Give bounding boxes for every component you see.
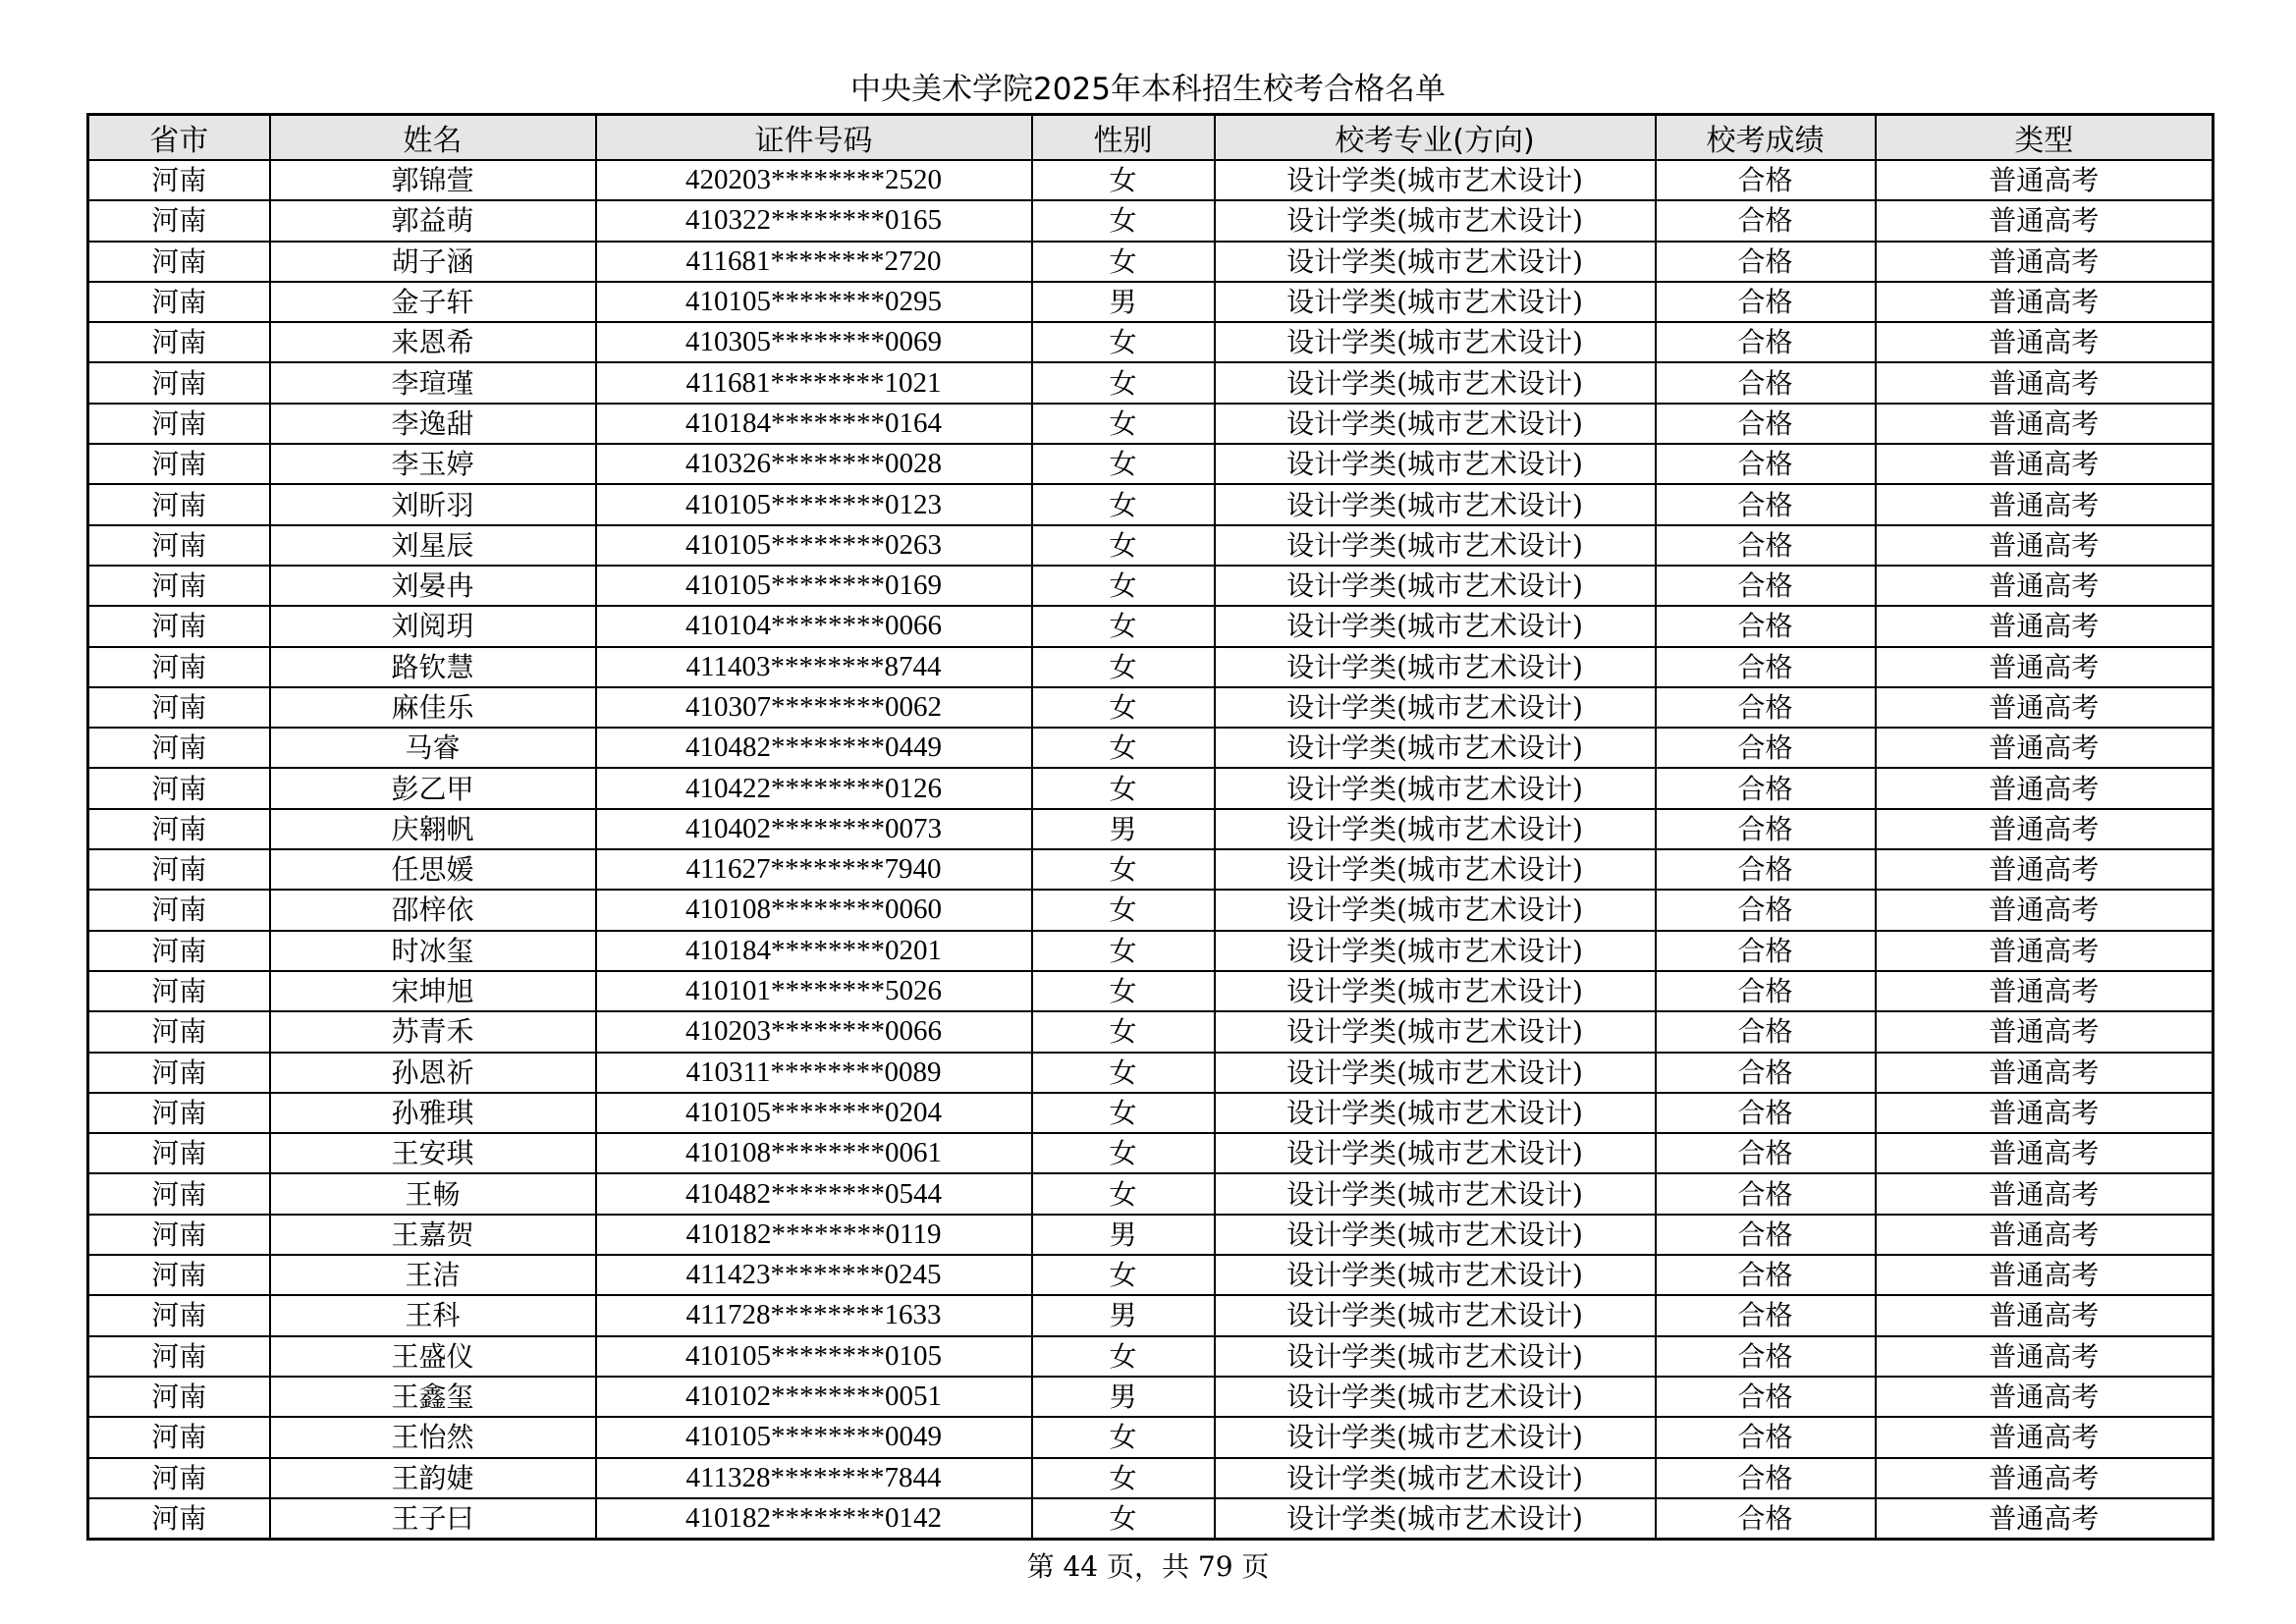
table-header-row — [88, 115, 2214, 161]
cell-result: 合格 — [1656, 890, 1876, 930]
cell-type: 普通高考 — [1876, 1377, 2214, 1417]
cell-type: 普通高考 — [1876, 890, 2214, 930]
cell-result: 合格 — [1656, 971, 1876, 1011]
cell-id-number: 410402********0073 — [596, 809, 1032, 849]
cell-province: 河南 — [88, 1336, 270, 1377]
cell-result: 合格 — [1656, 1377, 1876, 1417]
cell-name: 孙恩祈 — [270, 1053, 596, 1093]
cell-major: 设计学类(城市艺术设计) — [1215, 606, 1656, 646]
cell-major: 设计学类(城市艺术设计) — [1215, 444, 1656, 484]
cell-name: 李逸甜 — [270, 404, 596, 444]
cell-major: 设计学类(城市艺术设计) — [1215, 322, 1656, 362]
table-row — [88, 1336, 2214, 1377]
cell-province: 河南 — [88, 1377, 270, 1417]
cell-major: 设计学类(城市艺术设计) — [1215, 1458, 1656, 1498]
cell-name: 王洁 — [270, 1255, 596, 1295]
cell-type: 普通高考 — [1876, 200, 2214, 241]
cell-gender: 女 — [1032, 1336, 1215, 1377]
cell-gender: 男 — [1032, 809, 1215, 849]
cell-type: 普通高考 — [1876, 1336, 2214, 1377]
cell-name: 刘阅玥 — [270, 606, 596, 646]
cell-type: 普通高考 — [1876, 160, 2214, 200]
cell-province: 河南 — [88, 404, 270, 444]
cell-gender: 女 — [1032, 606, 1215, 646]
table-row — [88, 282, 2214, 322]
table-row — [88, 1498, 2214, 1540]
cell-result: 合格 — [1656, 322, 1876, 362]
header-result: 校考成绩 — [1656, 115, 1876, 161]
table-row — [88, 444, 2214, 484]
cell-type: 普通高考 — [1876, 931, 2214, 971]
cell-result: 合格 — [1656, 809, 1876, 849]
cell-major: 设计学类(城市艺术设计) — [1215, 1215, 1656, 1255]
cell-result: 合格 — [1656, 728, 1876, 768]
cell-major: 设计学类(城市艺术设计) — [1215, 242, 1656, 282]
cell-name: 王怡然 — [270, 1417, 596, 1457]
cell-province: 河南 — [88, 809, 270, 849]
cell-type: 普通高考 — [1876, 1215, 2214, 1255]
cell-type: 普通高考 — [1876, 484, 2214, 524]
cell-result: 合格 — [1656, 525, 1876, 566]
table-row — [88, 606, 2214, 646]
cell-gender: 女 — [1032, 484, 1215, 524]
cell-name: 庆翱帆 — [270, 809, 596, 849]
cell-id-number: 410182********0142 — [596, 1498, 1032, 1540]
cell-province: 河南 — [88, 1011, 270, 1052]
cell-id-number: 410105********0169 — [596, 566, 1032, 606]
table-row — [88, 971, 2214, 1011]
cell-gender: 女 — [1032, 1133, 1215, 1173]
cell-major: 设计学类(城市艺术设计) — [1215, 687, 1656, 728]
cell-major: 设计学类(城市艺术设计) — [1215, 809, 1656, 849]
cell-gender: 女 — [1032, 931, 1215, 971]
cell-major: 设计学类(城市艺术设计) — [1215, 1173, 1656, 1214]
cell-id-number: 410482********0544 — [596, 1173, 1032, 1214]
cell-type: 普通高考 — [1876, 1011, 2214, 1052]
table-row — [88, 728, 2214, 768]
cell-type: 普通高考 — [1876, 322, 2214, 362]
cell-id-number: 411328********7844 — [596, 1458, 1032, 1498]
cell-gender: 男 — [1032, 282, 1215, 322]
cell-result: 合格 — [1656, 1417, 1876, 1457]
cell-name: 任思媛 — [270, 849, 596, 890]
cell-result: 合格 — [1656, 1053, 1876, 1093]
table-row — [88, 200, 2214, 241]
cell-province: 河南 — [88, 484, 270, 524]
cell-name: 金子轩 — [270, 282, 596, 322]
cell-type: 普通高考 — [1876, 1173, 2214, 1214]
cell-gender: 女 — [1032, 728, 1215, 768]
table-row — [88, 890, 2214, 930]
cell-gender: 女 — [1032, 890, 1215, 930]
cell-province: 河南 — [88, 1173, 270, 1214]
cell-id-number: 411627********7940 — [596, 849, 1032, 890]
table-row — [88, 1377, 2214, 1417]
cell-gender: 女 — [1032, 1053, 1215, 1093]
cell-result: 合格 — [1656, 282, 1876, 322]
cell-type: 普通高考 — [1876, 971, 2214, 1011]
cell-type: 普通高考 — [1876, 566, 2214, 606]
cell-gender: 女 — [1032, 200, 1215, 241]
cell-name: 郭锦萱 — [270, 160, 596, 200]
cell-gender: 男 — [1032, 1215, 1215, 1255]
cell-gender: 女 — [1032, 1173, 1215, 1214]
cell-province: 河南 — [88, 849, 270, 890]
cell-type: 普通高考 — [1876, 687, 2214, 728]
cell-type: 普通高考 — [1876, 362, 2214, 403]
cell-gender: 女 — [1032, 1011, 1215, 1052]
cell-result: 合格 — [1656, 1173, 1876, 1214]
table-row — [88, 687, 2214, 728]
table-row — [88, 362, 2214, 403]
cell-gender: 男 — [1032, 1295, 1215, 1335]
cell-major: 设计学类(城市艺术设计) — [1215, 362, 1656, 403]
cell-id-number: 410305********0069 — [596, 322, 1032, 362]
header-province: 省市 — [88, 115, 270, 161]
cell-id-number: 411728********1633 — [596, 1295, 1032, 1335]
cell-major: 设计学类(城市艺术设计) — [1215, 1133, 1656, 1173]
cell-major: 设计学类(城市艺术设计) — [1215, 1093, 1656, 1133]
cell-name: 麻佳乐 — [270, 687, 596, 728]
cell-id-number: 410326********0028 — [596, 444, 1032, 484]
table-row — [88, 1093, 2214, 1133]
cell-id-number: 410105********0204 — [596, 1093, 1032, 1133]
cell-province: 河南 — [88, 362, 270, 403]
cell-gender: 女 — [1032, 1417, 1215, 1457]
cell-type: 普通高考 — [1876, 1458, 2214, 1498]
table-row — [88, 647, 2214, 687]
cell-result: 合格 — [1656, 566, 1876, 606]
table-row — [88, 242, 2214, 282]
cell-id-number: 410203********0066 — [596, 1011, 1032, 1052]
cell-name: 李玉婷 — [270, 444, 596, 484]
table-row — [88, 768, 2214, 808]
cell-type: 普通高考 — [1876, 242, 2214, 282]
cell-name: 刘晏冉 — [270, 566, 596, 606]
header-major: 校考专业(方向) — [1215, 115, 1656, 161]
cell-major: 设计学类(城市艺术设计) — [1215, 890, 1656, 930]
cell-province: 河南 — [88, 687, 270, 728]
cell-gender: 女 — [1032, 1093, 1215, 1133]
cell-major: 设计学类(城市艺术设计) — [1215, 282, 1656, 322]
cell-province: 河南 — [88, 890, 270, 930]
cell-type: 普通高考 — [1876, 1053, 2214, 1093]
cell-province: 河南 — [88, 971, 270, 1011]
cell-id-number: 410311********0089 — [596, 1053, 1032, 1093]
cell-id-number: 410182********0119 — [596, 1215, 1032, 1255]
cell-gender: 男 — [1032, 1377, 1215, 1417]
cell-result: 合格 — [1656, 484, 1876, 524]
cell-province: 河南 — [88, 606, 270, 646]
cell-gender: 女 — [1032, 444, 1215, 484]
cell-name: 王子曰 — [270, 1498, 596, 1540]
cell-result: 合格 — [1656, 1336, 1876, 1377]
cell-result: 合格 — [1656, 1255, 1876, 1295]
cell-type: 普通高考 — [1876, 647, 2214, 687]
cell-name: 来恩希 — [270, 322, 596, 362]
table-row — [88, 1053, 2214, 1093]
cell-gender: 女 — [1032, 160, 1215, 200]
table-row — [88, 1173, 2214, 1214]
cell-result: 合格 — [1656, 1133, 1876, 1173]
header-type: 类型 — [1876, 115, 2214, 161]
cell-name: 王安琪 — [270, 1133, 596, 1173]
cell-province: 河南 — [88, 200, 270, 241]
table-row — [88, 404, 2214, 444]
cell-name: 王韵婕 — [270, 1458, 596, 1498]
cell-result: 合格 — [1656, 1215, 1876, 1255]
cell-name: 王盛仪 — [270, 1336, 596, 1377]
cell-id-number: 410105********0105 — [596, 1336, 1032, 1377]
cell-name: 李瑄瑾 — [270, 362, 596, 403]
cell-id-number: 410307********0062 — [596, 687, 1032, 728]
cell-result: 合格 — [1656, 362, 1876, 403]
cell-result: 合格 — [1656, 606, 1876, 646]
cell-type: 普通高考 — [1876, 282, 2214, 322]
cell-major: 设计学类(城市艺术设计) — [1215, 525, 1656, 566]
table-row — [88, 1458, 2214, 1498]
cell-name: 路钦慧 — [270, 647, 596, 687]
cell-name: 苏青禾 — [270, 1011, 596, 1052]
cell-province: 河南 — [88, 1255, 270, 1295]
cell-major: 设计学类(城市艺术设计) — [1215, 1053, 1656, 1093]
cell-result: 合格 — [1656, 160, 1876, 200]
cell-province: 河南 — [88, 566, 270, 606]
cell-province: 河南 — [88, 1498, 270, 1540]
cell-type: 普通高考 — [1876, 768, 2214, 808]
table-row — [88, 1133, 2214, 1173]
cell-type: 普通高考 — [1876, 1295, 2214, 1335]
cell-gender: 女 — [1032, 404, 1215, 444]
cell-result: 合格 — [1656, 1295, 1876, 1335]
cell-major: 设计学类(城市艺术设计) — [1215, 200, 1656, 241]
cell-gender: 女 — [1032, 687, 1215, 728]
cell-result: 合格 — [1656, 647, 1876, 687]
cell-result: 合格 — [1656, 931, 1876, 971]
cell-gender: 女 — [1032, 768, 1215, 808]
cell-name: 王科 — [270, 1295, 596, 1335]
cell-major: 设计学类(城市艺术设计) — [1215, 647, 1656, 687]
cell-province: 河南 — [88, 931, 270, 971]
cell-name: 时冰玺 — [270, 931, 596, 971]
cell-province: 河南 — [88, 728, 270, 768]
cell-name: 王畅 — [270, 1173, 596, 1214]
page-footer: 第 44 页，共 79 页 — [1026, 1550, 1270, 1583]
cell-province: 河南 — [88, 160, 270, 200]
cell-id-number: 410105********0123 — [596, 484, 1032, 524]
cell-id-number: 410108********0061 — [596, 1133, 1032, 1173]
cell-type: 普通高考 — [1876, 809, 2214, 849]
cell-id-number: 411423********0245 — [596, 1255, 1032, 1295]
cell-major: 设计学类(城市艺术设计) — [1215, 1011, 1656, 1052]
cell-id-number: 410482********0449 — [596, 728, 1032, 768]
table-row — [88, 849, 2214, 890]
cell-type: 普通高考 — [1876, 1255, 2214, 1295]
table-row — [88, 160, 2214, 200]
header-name: 姓名 — [270, 115, 596, 161]
cell-gender: 女 — [1032, 647, 1215, 687]
cell-gender: 女 — [1032, 566, 1215, 606]
cell-name: 刘昕羽 — [270, 484, 596, 524]
cell-type: 普通高考 — [1876, 404, 2214, 444]
document-title: 中央美术学院2025年本科招生校考合格名单 — [850, 72, 1446, 107]
cell-type: 普通高考 — [1876, 1498, 2214, 1540]
cell-id-number: 411681********2720 — [596, 242, 1032, 282]
cell-province: 河南 — [88, 322, 270, 362]
cell-major: 设计学类(城市艺术设计) — [1215, 728, 1656, 768]
cell-province: 河南 — [88, 1295, 270, 1335]
cell-name: 彭乙甲 — [270, 768, 596, 808]
table-row — [88, 322, 2214, 362]
cell-major: 设计学类(城市艺术设计) — [1215, 849, 1656, 890]
cell-type: 普通高考 — [1876, 1093, 2214, 1133]
cell-result: 合格 — [1656, 768, 1876, 808]
cell-gender: 女 — [1032, 525, 1215, 566]
cell-name: 宋坤旭 — [270, 971, 596, 1011]
cell-gender: 女 — [1032, 1458, 1215, 1498]
cell-province: 河南 — [88, 1458, 270, 1498]
cell-id-number: 411403********8744 — [596, 647, 1032, 687]
cell-name: 邵梓依 — [270, 890, 596, 930]
cell-result: 合格 — [1656, 1498, 1876, 1540]
cell-result: 合格 — [1656, 1011, 1876, 1052]
cell-major: 设计学类(城市艺术设计) — [1215, 566, 1656, 606]
cell-id-number: 420203********2520 — [596, 160, 1032, 200]
cell-id-number: 410105********0049 — [596, 1417, 1032, 1457]
cell-id-number: 410322********0165 — [596, 200, 1032, 241]
results-table — [86, 113, 2214, 1541]
cell-result: 合格 — [1656, 687, 1876, 728]
cell-province: 河南 — [88, 525, 270, 566]
cell-major: 设计学类(城市艺术设计) — [1215, 1336, 1656, 1377]
cell-result: 合格 — [1656, 242, 1876, 282]
cell-name: 胡子涵 — [270, 242, 596, 282]
cell-id-number: 410184********0164 — [596, 404, 1032, 444]
cell-name: 孙雅琪 — [270, 1093, 596, 1133]
table-row — [88, 1215, 2214, 1255]
cell-major: 设计学类(城市艺术设计) — [1215, 160, 1656, 200]
table-row — [88, 1295, 2214, 1335]
cell-result: 合格 — [1656, 200, 1876, 241]
cell-major: 设计学类(城市艺术设计) — [1215, 484, 1656, 524]
cell-id-number: 410101********5026 — [596, 971, 1032, 1011]
cell-province: 河南 — [88, 242, 270, 282]
cell-major: 设计学类(城市艺术设计) — [1215, 404, 1656, 444]
cell-result: 合格 — [1656, 444, 1876, 484]
cell-id-number: 410104********0066 — [596, 606, 1032, 646]
cell-result: 合格 — [1656, 1458, 1876, 1498]
cell-major: 设计学类(城市艺术设计) — [1215, 971, 1656, 1011]
cell-result: 合格 — [1656, 1093, 1876, 1133]
table-row — [88, 1417, 2214, 1457]
cell-type: 普通高考 — [1876, 525, 2214, 566]
cell-name: 刘星辰 — [270, 525, 596, 566]
cell-id-number: 411681********1021 — [596, 362, 1032, 403]
header-id-number: 证件号码 — [596, 115, 1032, 161]
table-row — [88, 525, 2214, 566]
table-row — [88, 1255, 2214, 1295]
table-row — [88, 566, 2214, 606]
cell-province: 河南 — [88, 647, 270, 687]
cell-province: 河南 — [88, 1093, 270, 1133]
cell-name: 郭益萌 — [270, 200, 596, 241]
table-row — [88, 1011, 2214, 1052]
cell-major: 设计学类(城市艺术设计) — [1215, 1377, 1656, 1417]
cell-province: 河南 — [88, 1133, 270, 1173]
cell-major: 设计学类(城市艺术设计) — [1215, 1255, 1656, 1295]
table-row — [88, 931, 2214, 971]
cell-type: 普通高考 — [1876, 1417, 2214, 1457]
cell-major: 设计学类(城市艺术设计) — [1215, 931, 1656, 971]
cell-id-number: 410105********0295 — [596, 282, 1032, 322]
header-gender: 性别 — [1032, 115, 1215, 161]
cell-id-number: 410105********0263 — [596, 525, 1032, 566]
cell-name: 马睿 — [270, 728, 596, 768]
cell-type: 普通高考 — [1876, 444, 2214, 484]
table-body — [88, 160, 2214, 1540]
table-row — [88, 809, 2214, 849]
table-row — [88, 484, 2214, 524]
cell-type: 普通高考 — [1876, 849, 2214, 890]
cell-province: 河南 — [88, 444, 270, 484]
cell-gender: 女 — [1032, 242, 1215, 282]
cell-major: 设计学类(城市艺术设计) — [1215, 1417, 1656, 1457]
cell-gender: 女 — [1032, 1255, 1215, 1295]
cell-province: 河南 — [88, 282, 270, 322]
cell-id-number: 410108********0060 — [596, 890, 1032, 930]
cell-gender: 女 — [1032, 362, 1215, 403]
cell-type: 普通高考 — [1876, 606, 2214, 646]
cell-id-number: 410184********0201 — [596, 931, 1032, 971]
cell-province: 河南 — [88, 1053, 270, 1093]
cell-province: 河南 — [88, 768, 270, 808]
cell-type: 普通高考 — [1876, 1133, 2214, 1173]
cell-id-number: 410102********0051 — [596, 1377, 1032, 1417]
cell-id-number: 410422********0126 — [596, 768, 1032, 808]
cell-major: 设计学类(城市艺术设计) — [1215, 1498, 1656, 1540]
cell-type: 普通高考 — [1876, 728, 2214, 768]
cell-name: 王嘉贺 — [270, 1215, 596, 1255]
cell-province: 河南 — [88, 1215, 270, 1255]
cell-gender: 女 — [1032, 849, 1215, 890]
cell-result: 合格 — [1656, 849, 1876, 890]
cell-result: 合格 — [1656, 404, 1876, 444]
cell-gender: 女 — [1032, 971, 1215, 1011]
cell-gender: 女 — [1032, 1498, 1215, 1540]
cell-major: 设计学类(城市艺术设计) — [1215, 768, 1656, 808]
cell-gender: 女 — [1032, 322, 1215, 362]
cell-major: 设计学类(城市艺术设计) — [1215, 1295, 1656, 1335]
cell-name: 王鑫玺 — [270, 1377, 596, 1417]
cell-province: 河南 — [88, 1417, 270, 1457]
